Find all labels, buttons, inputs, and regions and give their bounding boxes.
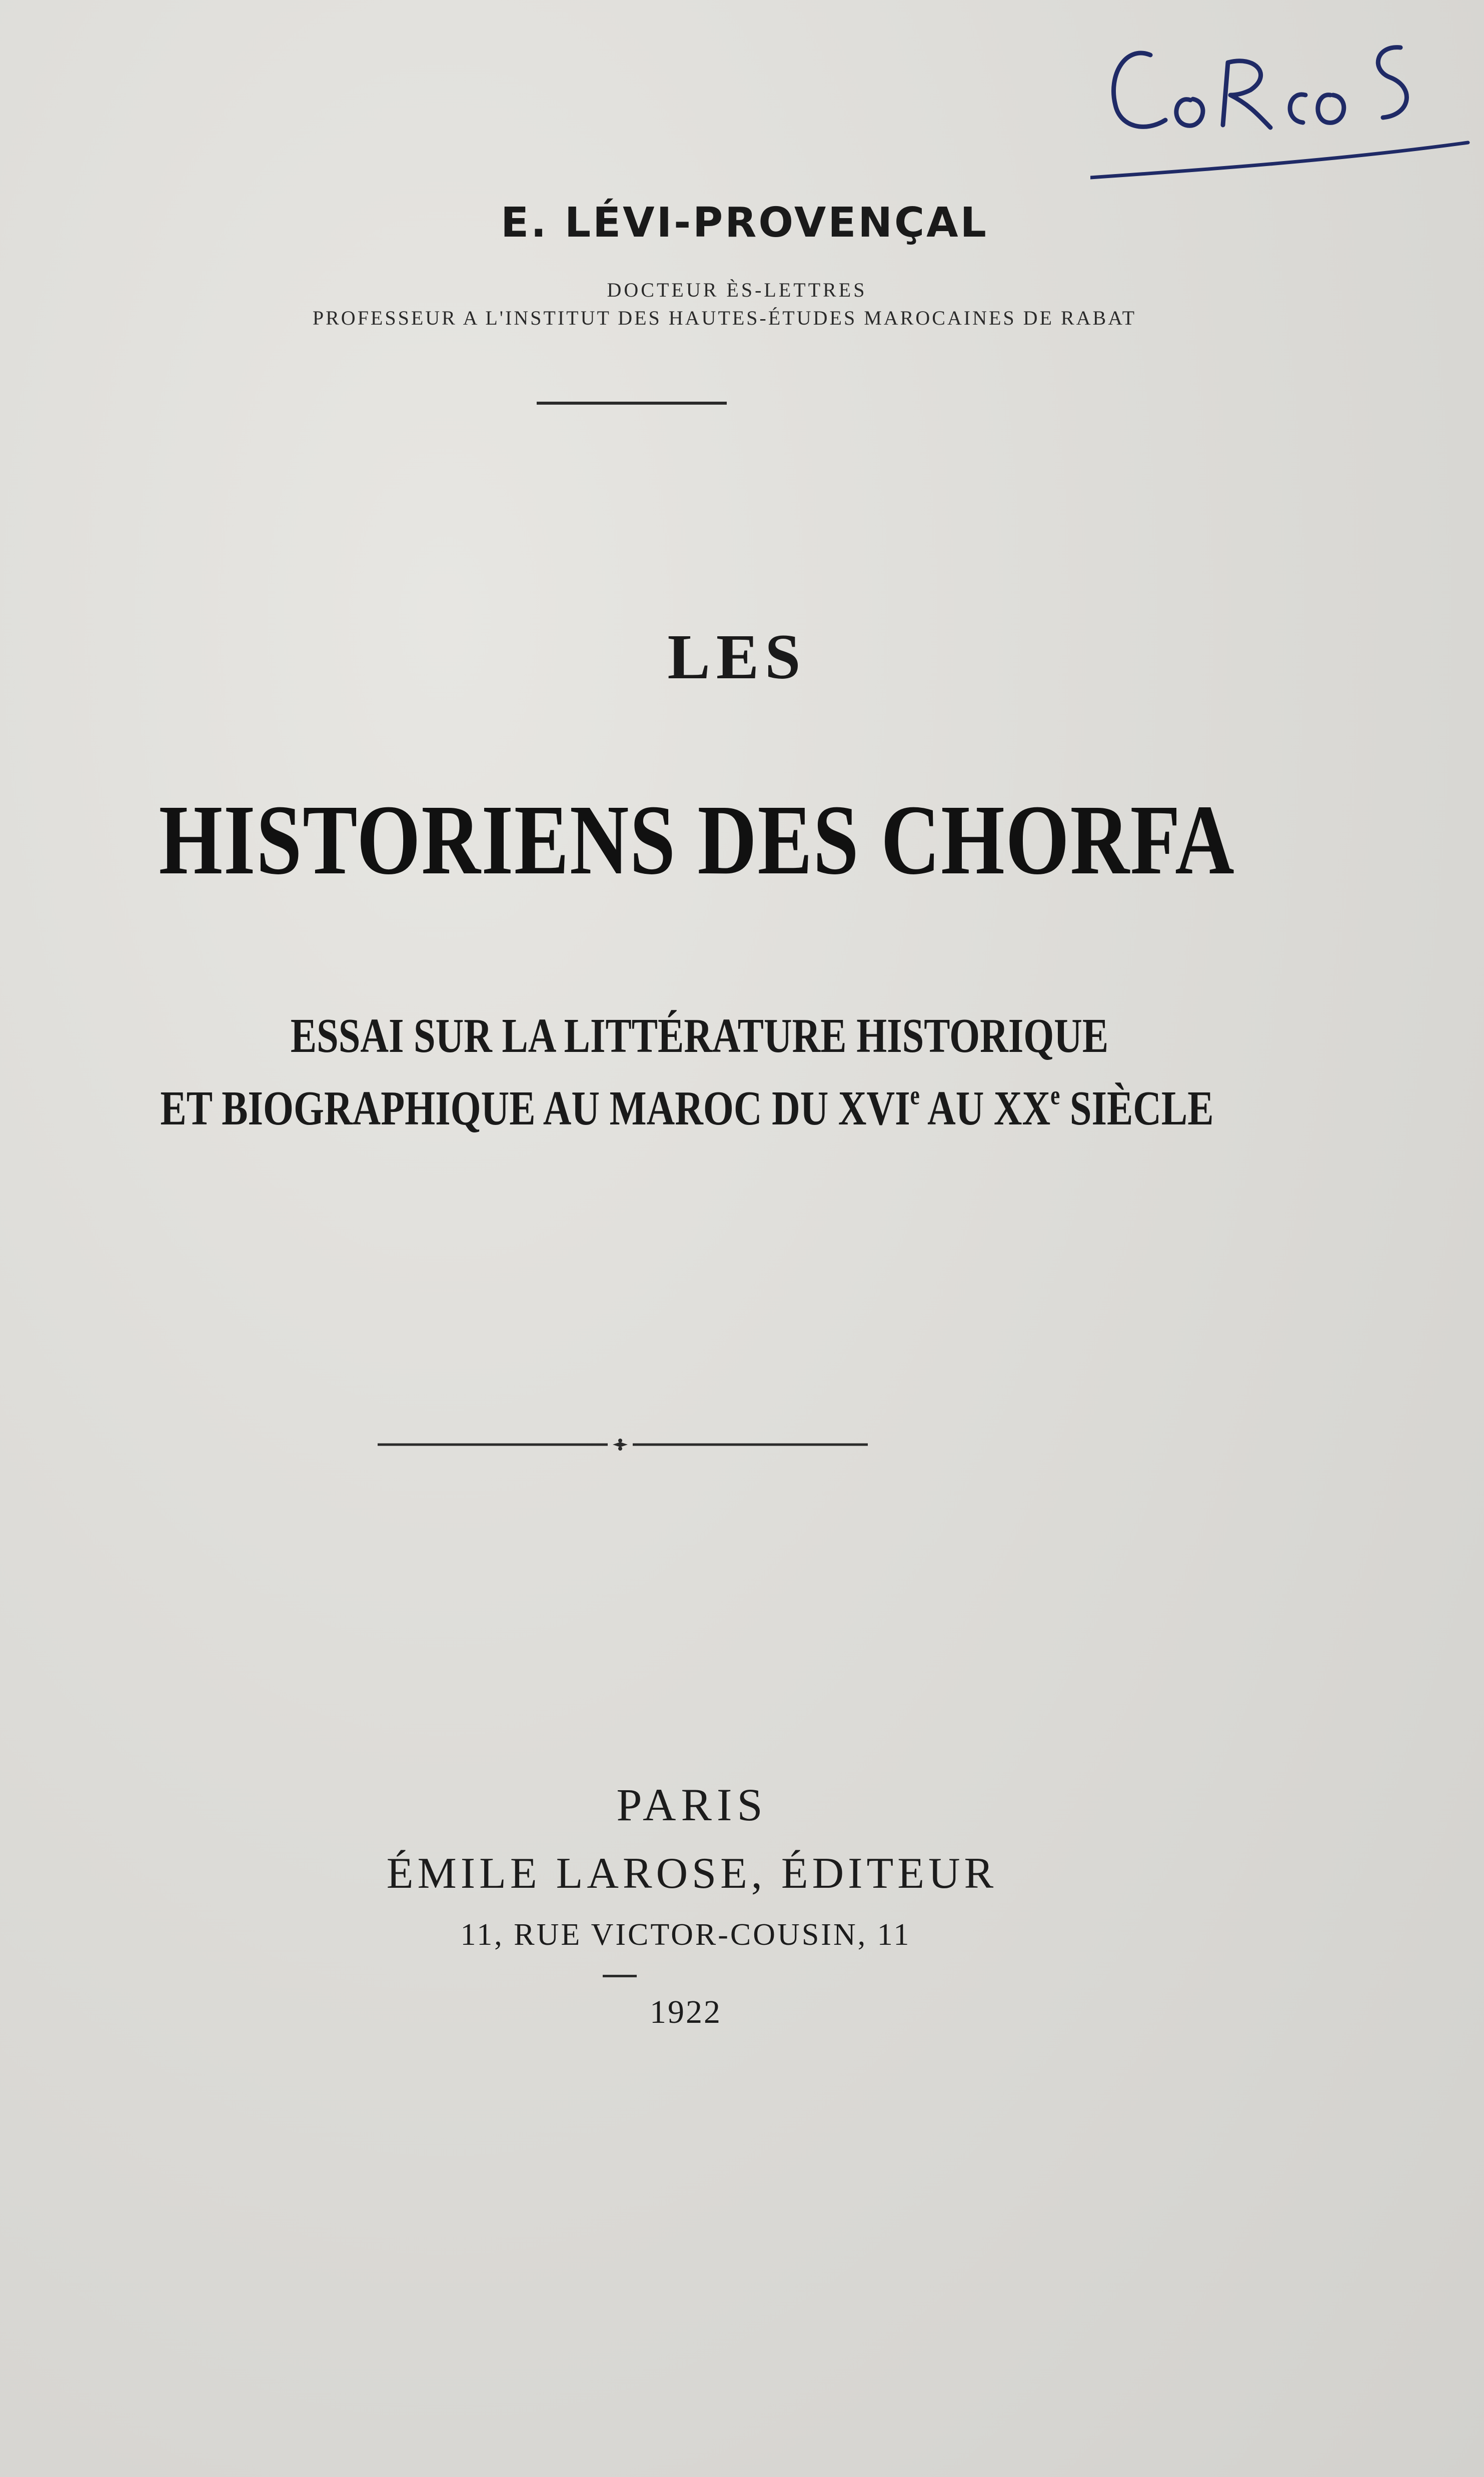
superscript-e: e <box>910 1080 920 1110</box>
handwritten-signature <box>1090 20 1470 190</box>
imprint-address: 11, RUE VICTOR-COUSIN, 11 <box>460 1918 911 1952</box>
superscript-e: e <box>1050 1080 1060 1110</box>
title-article: LES <box>667 621 807 692</box>
book-title: HISTORIENS DES CHORFA <box>159 785 1235 895</box>
subtitle-line-2-mid: AU XX <box>919 1081 1051 1135</box>
subtitle-line-2 <box>50 1080 1325 1136</box>
author-name: E. LÉVI-PROVENÇAL <box>501 199 988 247</box>
subtitle-line-2-end: SIÈCLE <box>1060 1081 1214 1135</box>
subtitle-line-2-start: ET BIOGRAPHIQUE AU MAROC DU XVI <box>160 1081 910 1135</box>
ornamental-rule <box>378 1436 868 1456</box>
divider-rule <box>537 402 727 405</box>
author-position: PROFESSEUR A L'INSTITUT DES HAUTES-ÉTUDES MAROCAINES DE RABAT <box>312 307 1137 329</box>
imprint-publisher: ÉMILE LAROSE, ÉDITEUR <box>386 1849 998 1898</box>
imprint-rule <box>603 1975 637 1977</box>
imprint-city: PARIS <box>616 1779 768 1830</box>
author-degree: DOCTEUR ÈS-LETTRES <box>607 279 867 301</box>
subtitle-line-1: ESSAI SUR LA LITTÉRATURE HISTORIQUE <box>290 1009 1109 1063</box>
imprint-year: 1922 <box>650 1994 722 2030</box>
